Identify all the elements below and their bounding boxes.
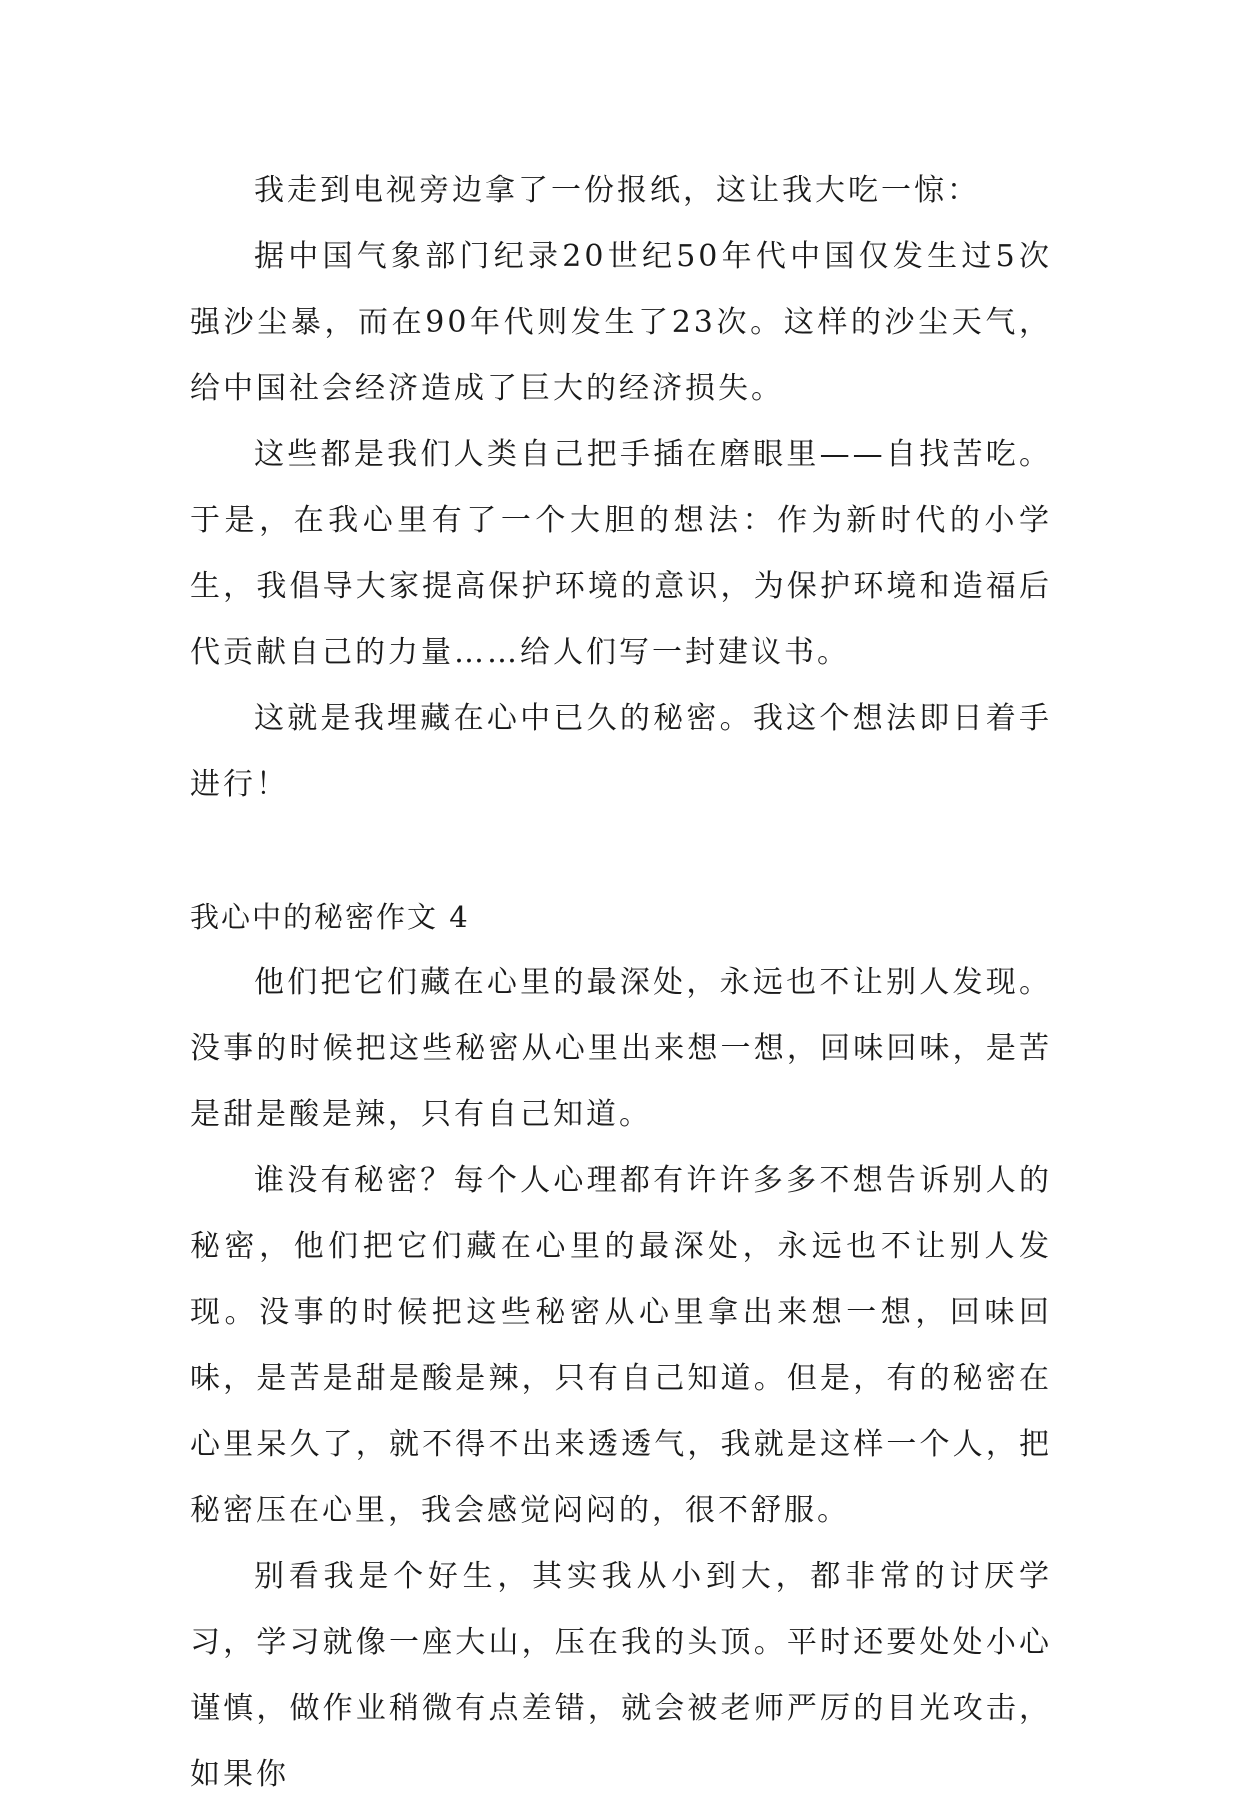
paragraph-hidden-secrets: 他们把它们藏在心里的最深处，永远也不让别人发现。没事的时候把这些秘密从心里出来想一想，回味回味，是苦是甜是酸是辣，只有自己知道。 [190,965,1052,1132]
section-spacer [190,818,1052,884]
paragraph-everyone-has-secrets: 谁没有秘密？每个人心理都有许许多多不想告诉别人的秘密，他们把它们藏在心里的最深处，永远也不让别人发现。没事的时候把这些秘密从心里拿出来想一想，回味回味，是苦是甜是酸是辣，只有自己知道。但是，有的秘密在心里呆久了，就不得不出来透透气，我就是这样一个人，把秘密压在心里，我会感觉闷闷的，很不舒服。 [190,1163,1052,1528]
paragraph-sandstorm-record: 据中国气象部门纪录20世纪50年代中国仅发生过5次强沙尘暴，而在90年代则发生了23次。这样的沙尘天气，给中国社会经济造成了巨大的经济损失。 [190,239,1052,406]
section-title: 我心中的秘密作文 4 [190,900,470,934]
paragraph-newspaper: 我走到电视旁边拿了一份报纸，这让我大吃一惊： [254,173,980,208]
paragraph-idea: 这些都是我们人类自己把手插在磨眼里——自找苦吃。于是，在我心里有了一个大胆的想法：作为新时代的小学生，我倡导大家提高保护环境的意识，为保护环境和造福后代贡献自己的力量……给人们写一封建议书。 [190,437,1052,670]
paragraph-study-burden: 别看我是个好生，其实我从小到大，都非常的讨厌学习，学习就像一座大山，压在我的头顶。平时还要处处小心谨慎，做作业稍微有点差错，就会被老师严厉的目光攻击，如果你 [190,1559,1052,1792]
document-body [190,158,1052,1808]
paragraph-secret-conclusion: 这就是我埋藏在心中已久的秘密。我这个想法即日着手进行！ [190,701,1052,802]
